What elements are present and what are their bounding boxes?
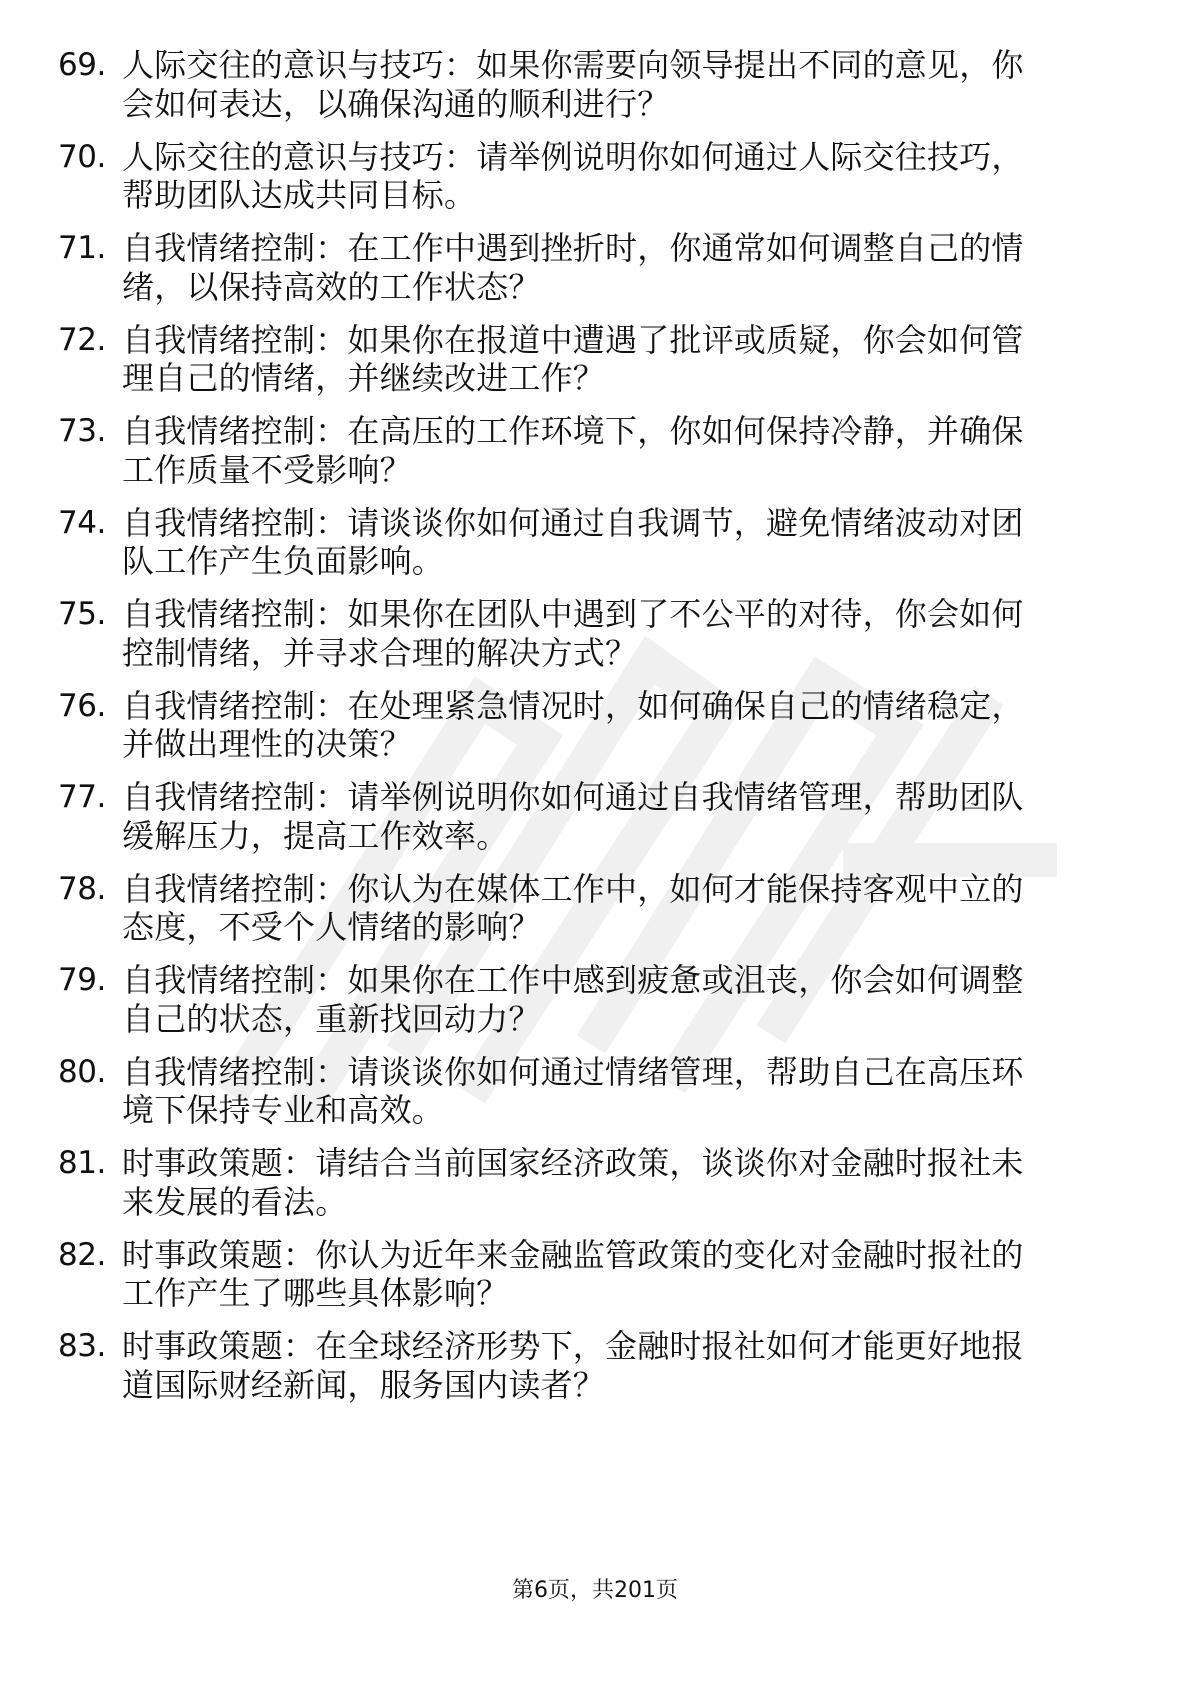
question-item-70 [58,138,1120,215]
question-number: 83. [58,1328,106,1364]
question-text: 人际交往的意识与技巧：请举例说明你如何通过人际交往技巧， 帮助团队达成共同目标。 [122,137,1024,214]
question-list [58,46,1120,1419]
page-indicator: 第6页，共201页 [512,1578,678,1603]
question-item-69 [58,46,1120,123]
question-text: 自我情绪控制：如果你在团队中遇到了不公平的对待，你会如何 控制情绪，并寻求合理的解决方式？ [122,595,1024,672]
question-text: 自我情绪控制：请举例说明你如何通过自我情绪管理，帮助团队 缓解压力，提高工作效率。 [122,778,1024,855]
question-text: 自我情绪控制：在处理紧急情况时，如何确保自己的情绪稳定， 并做出理性的决策？ [122,686,1024,763]
question-text: 时事政策题：在全球经济形势下，金融时报社如何才能更好地报 道国际财经新闻，服务国内读者？ [122,1327,1024,1404]
question-number: 82. [58,1236,106,1273]
question-text: 自我情绪控制：如果你在工作中感到疲惫或沮丧，你会如何调整 自己的状态，重新找回动力？ [122,961,1024,1038]
question-item-77 [58,778,1120,855]
question-number: 79. [58,962,106,998]
question-text: 自我情绪控制：在工作中遇到挫折时，你通常如何调整自己的情 绪，以保持高效的工作状态？ [122,229,1024,306]
question-item-71 [58,229,1120,306]
question-item-72 [58,321,1120,398]
question-number: 75. [58,596,106,632]
question-number: 74. [58,504,106,541]
question-number: 76. [58,687,106,724]
question-number: 71. [58,230,106,266]
question-text: 自我情绪控制：你认为在媒体工作中，如何才能保持客观中立的 态度，不受个人情绪的影响？ [122,869,1024,946]
question-item-80 [58,1053,1120,1130]
question-item-76 [58,687,1120,764]
question-number: 81. [58,1145,106,1181]
question-item-73 [58,412,1120,489]
question-text: 自我情绪控制：在高压的工作环境下，你如何保持冷静，并确保 工作质量不受影响？ [122,412,1024,489]
question-number: 72. [58,321,106,358]
question-text: 时事政策题：你认为近年来金融监管政策的变化对金融时报社的 工作产生了哪些具体影响？ [122,1235,1024,1312]
question-item-82 [58,1236,1120,1313]
question-number: 73. [58,413,106,449]
question-text: 人际交往的意识与技巧：如果你需要向领导提出不同的意见，你 会如何表达，以确保沟通的顺利进行？ [122,46,1024,123]
question-item-79 [58,961,1120,1038]
question-item-81 [58,1144,1120,1221]
question-text: 自我情绪控制：请谈谈你如何通过情绪管理，帮助自己在高压环 境下保持专业和高效。 [122,1052,1024,1129]
question-text: 时事政策题：请结合当前国家经济政策，谈谈你对金融时报社未 来发展的看法。 [122,1144,1024,1221]
question-item-83 [58,1327,1120,1404]
question-item-74 [58,504,1120,581]
question-number: 80. [58,1053,106,1090]
question-number: 69. [58,47,106,83]
question-item-78 [58,870,1120,947]
question-number: 70. [58,138,106,175]
question-item-75 [58,595,1120,672]
question-number: 77. [58,779,106,815]
question-text: 自我情绪控制：请谈谈你如何通过自我调节，避免情绪波动对团 队工作产生负面影响。 [122,503,1024,580]
question-text: 自我情绪控制：如果你在报道中遭遇了批评或质疑，你会如何管 理自己的情绪，并继续改进工作？ [122,320,1024,397]
question-number: 78. [58,870,106,907]
